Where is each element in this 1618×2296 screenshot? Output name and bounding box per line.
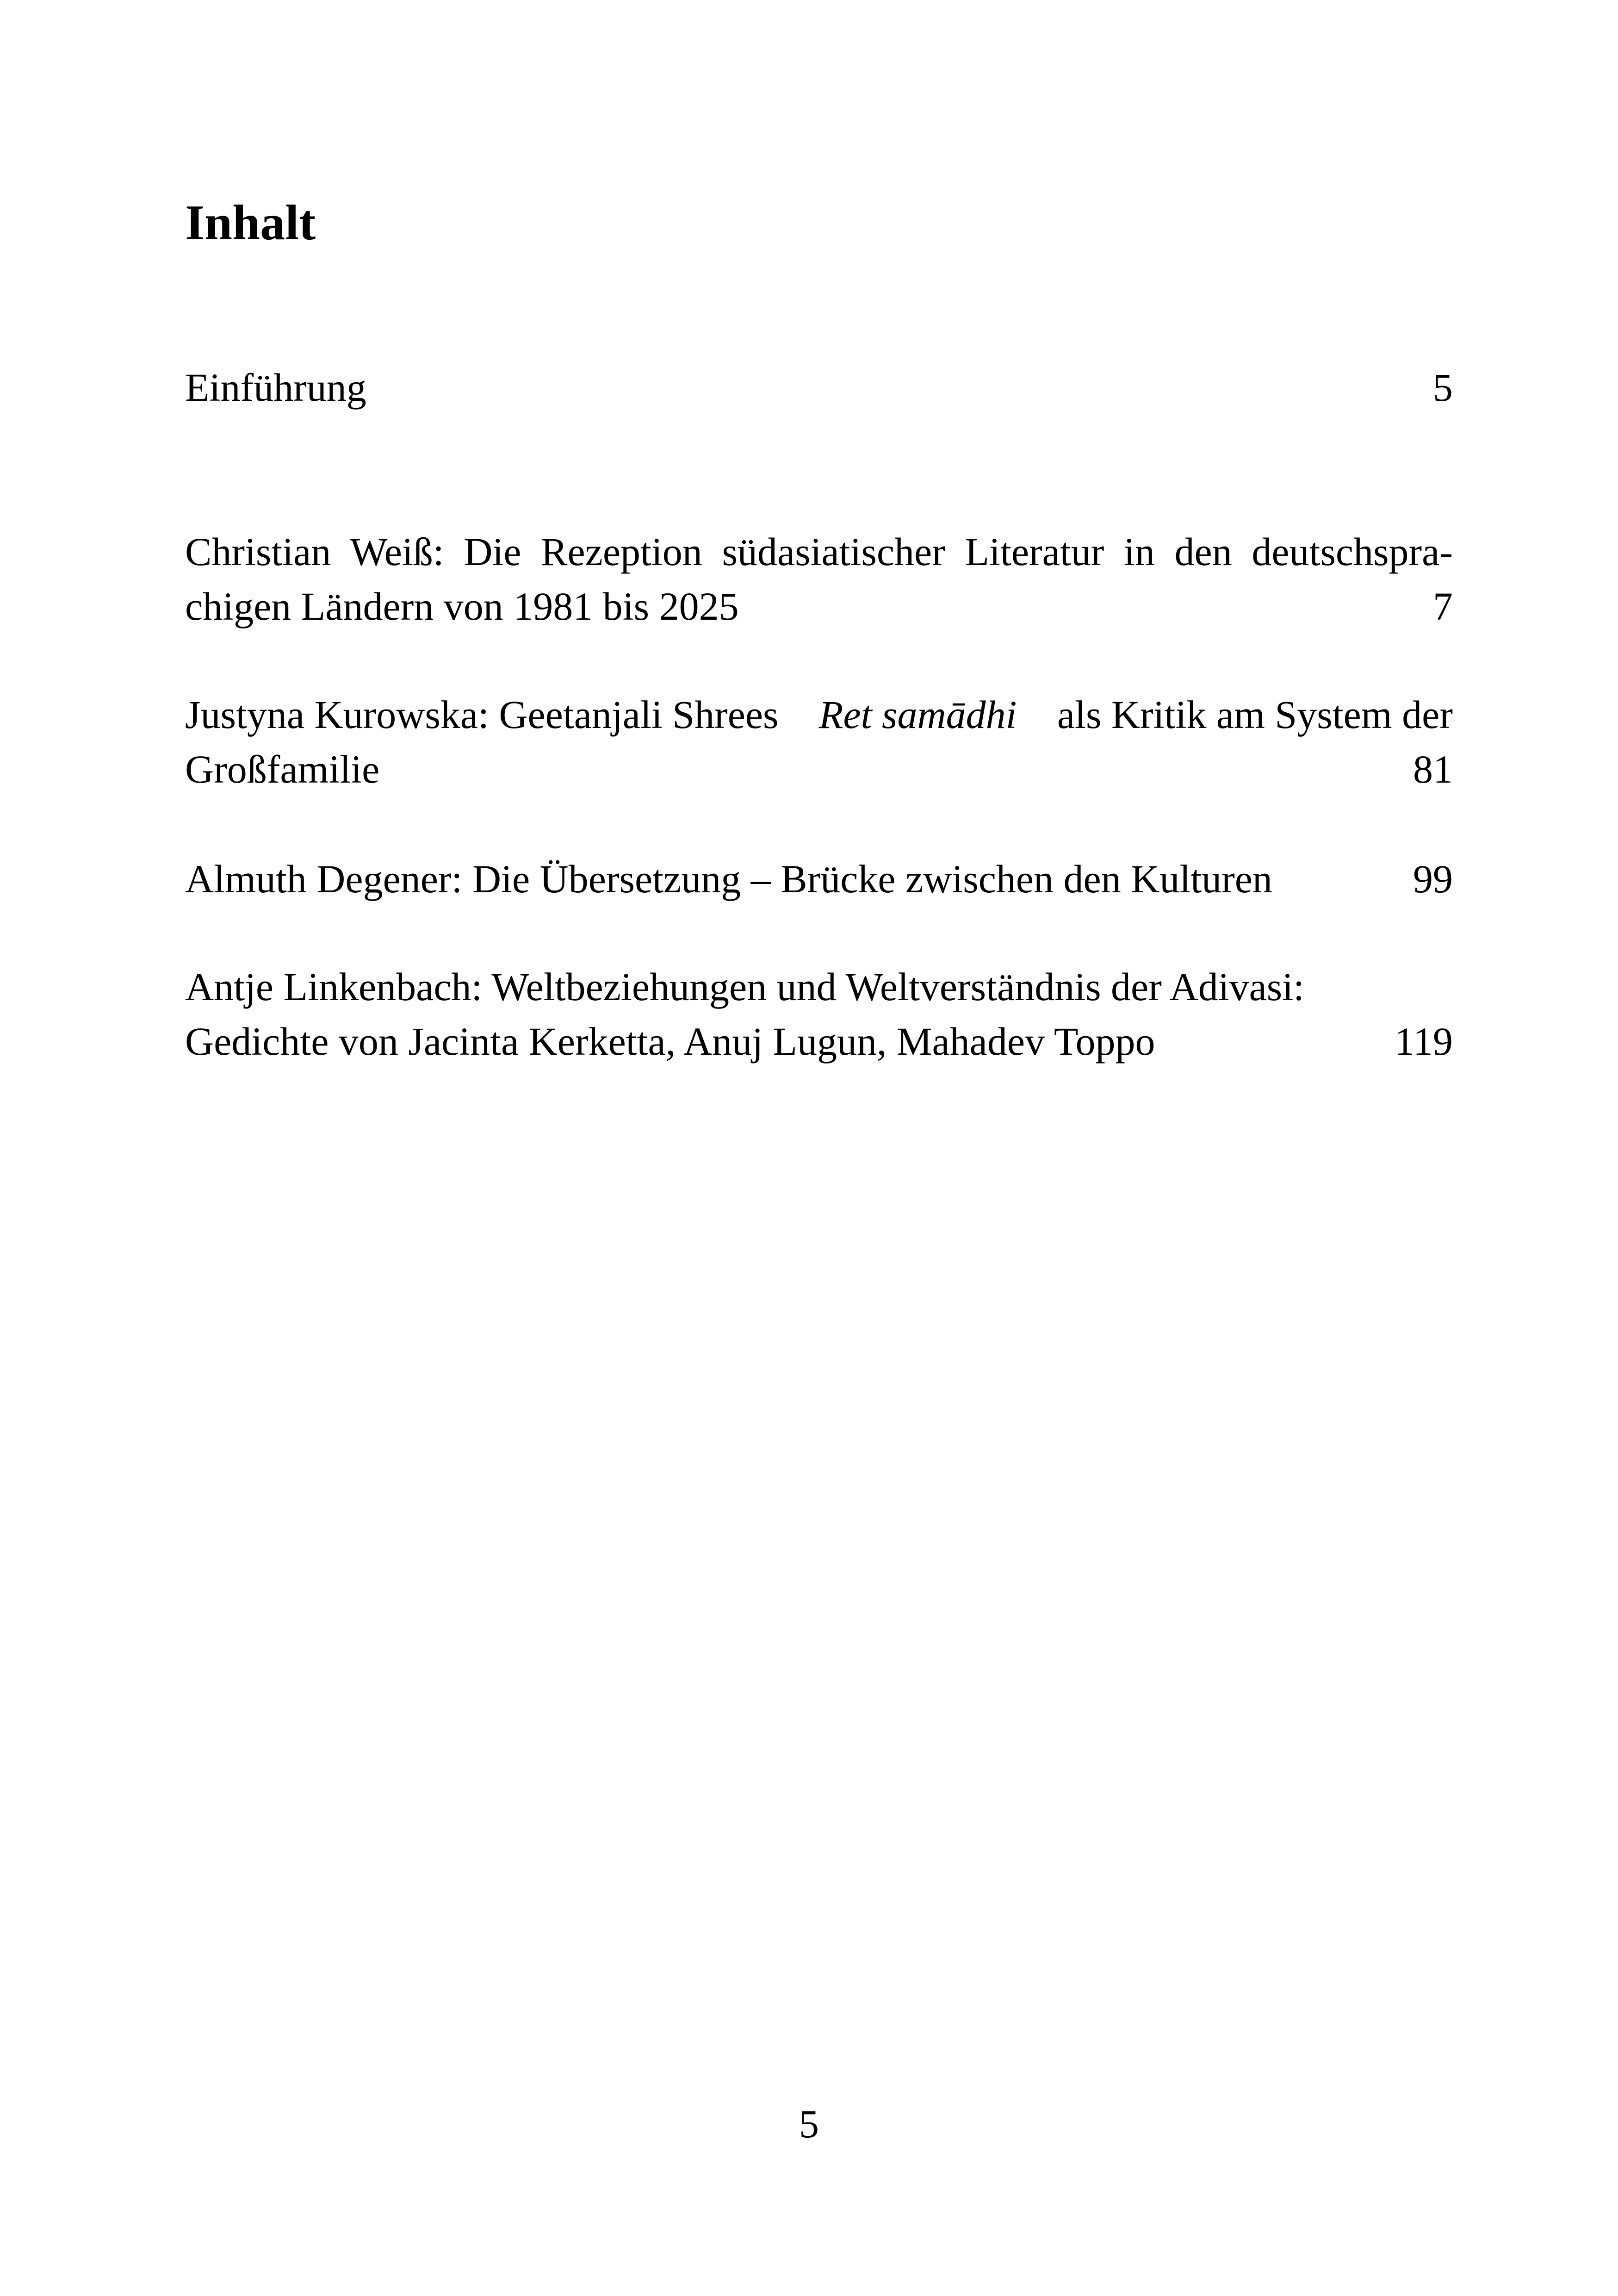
- toc-entry-kurowska[interactable]: [185, 687, 1453, 796]
- toc-page-number: 5: [1433, 365, 1453, 410]
- toc-page-number: 81: [1413, 747, 1453, 791]
- toc-page-number: 119: [1395, 1019, 1453, 1064]
- toc-entry-title-line1: [185, 687, 1453, 742]
- page-number: 5: [799, 2102, 819, 2146]
- toc-page-number: 99: [1413, 857, 1453, 901]
- toc-entry-title-line2: Gedichte von Jacinta Kerketta, Anuj Lugun, Mahadev Toppo: [185, 1019, 1155, 1064]
- toc-entry-degener[interactable]: [185, 852, 1453, 906]
- toc-entry-title-line1: Christian Weiß: Die Rezeption südasiatischer Literatur in den deutschspra-: [185, 529, 1453, 574]
- toc-line: [185, 1014, 1453, 1069]
- toc-entry-title: Almuth Degener: Die Übersetzung – Brücke zwischen den Kulturen: [185, 857, 1272, 901]
- toc-entry-linkenbach[interactable]: [185, 959, 1453, 1069]
- toc-page-number: 7: [1433, 584, 1453, 628]
- toc-entry-title-line2: chigen Ländern von 1981 bis 2025: [185, 584, 739, 628]
- toc-title-part-before: Justyna Kurowska: Geetanjali Shrees: [185, 692, 779, 737]
- toc-title-part-after: als Kritik am System der: [1057, 692, 1453, 737]
- toc-line: [185, 742, 1453, 796]
- toc-line: [185, 579, 1453, 634]
- toc-line: [185, 852, 1453, 906]
- toc-entry-einfuehrung[interactable]: [185, 360, 1453, 415]
- toc-entry-title-line1: Antje Linkenbach: Weltbeziehungen und Weltverständnis der Adivasi:: [185, 964, 1305, 1009]
- toc-line: [185, 360, 1453, 415]
- toc-entry-weiss[interactable]: [185, 524, 1453, 634]
- toc-entry-title: Einführung: [185, 365, 366, 410]
- page-title: Inhalt: [185, 195, 316, 250]
- toc-entry-title-line2: Großfamilie: [185, 747, 380, 791]
- toc-title-italic-work: Ret samādhi: [818, 692, 1017, 737]
